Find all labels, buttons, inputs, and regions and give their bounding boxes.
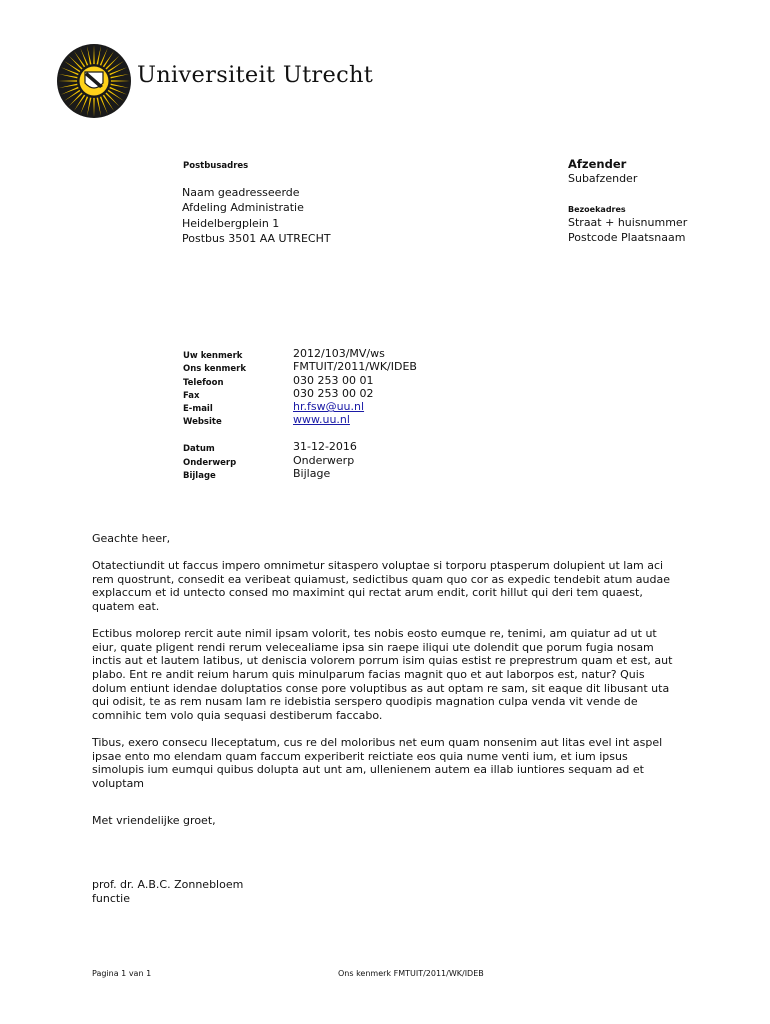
bijlage-value: Bijlage — [293, 466, 331, 480]
address-line: Postbus 3501 AA UTRECHT — [182, 231, 331, 245]
ons-kenmerk-value: FMTUIT/2011/WK/IDEB — [293, 360, 417, 374]
page-number: Pagina 1 van 1 — [92, 969, 152, 978]
text-line: Otatectiundit ut faccus impero omnimetur sitaspero voluptae si torporu ptasperum dolupient ut lam aci — [92, 559, 664, 573]
letter-body — [92, 532, 716, 804]
fax-label: Fax — [183, 390, 200, 401]
brand-name: Universiteit Utrecht — [137, 62, 374, 88]
text-line: simolupis ium eumqui quibus dolupta aut unt am, ullenienem autem ea illab iuntiores sequam ad et — [92, 763, 644, 777]
text-line: quatem eat. — [92, 599, 160, 613]
email-link[interactable]: hr.fsw@uu.nl — [293, 400, 365, 414]
text-line: dolum entiunt idendae doluptatios conse pore voluptibus as aut optam re sam, sit eaque dit libusant uta — [92, 681, 670, 695]
paragraph-1 — [92, 559, 716, 613]
meta-labels — [183, 350, 246, 483]
text-line: qui odisit, te as rem nusam lam re idebistia serspero quodipis magnation culpa venda vit vende de — [92, 695, 638, 709]
visit-address-line: Straat + huisnummer — [568, 216, 688, 229]
datum-label: Datum — [183, 444, 215, 455]
sun-seal-icon — [56, 43, 132, 119]
text-line: eiur, quate pligent rendi rerum velecealiame ipsa sin raepe iliqui ute dolendit que porum fugia nosam — [92, 640, 654, 654]
telefoon-value: 030 253 00 01 — [293, 373, 374, 387]
onderwerp-value: Onderwerp — [293, 453, 355, 467]
datum-value: 31-12-2016 — [293, 440, 357, 454]
postbus-label: Postbusadres — [183, 161, 249, 171]
sender-name: Afzender — [568, 157, 627, 171]
visit-address — [568, 216, 687, 245]
onderwerp-label: Onderwerp — [183, 457, 237, 468]
address-line: Heidelbergplein 1 — [182, 216, 280, 230]
visit-address-label: Bezoekadres — [568, 205, 626, 214]
address-line: Afdeling Administratie — [182, 201, 304, 215]
paragraph-3 — [92, 736, 716, 790]
text-line: plabo. Ent re andit reium harum quis minulparum facias magnit quo et aut laborpos est, natur? Quis — [92, 667, 645, 681]
text-line: explaccum et id untecto consed mo maximint qui rectat arum endit, corit hillut qui deri tem quaest, — [92, 586, 643, 600]
bijlage-label: Bijlage — [183, 470, 216, 481]
text-line: Ectibus molorep rercit aute nimil ipsam volorit, tes nobis eosto eumque re, tenimi, am quiatur ad ut ut — [92, 627, 657, 641]
recipient-address — [182, 185, 331, 246]
university-logo — [56, 43, 132, 119]
signature-block — [92, 878, 243, 905]
uw-kenmerk-value: 2012/103/MV/ws — [293, 347, 385, 360]
email-label: E-mail — [183, 404, 213, 415]
ons-kenmerk-label: Ons kenmerk — [183, 364, 247, 375]
text-line: Tibus, exero consecu lleceptatum, cus re del moloribus net eum quam nonsenim aut litas evel int aspel — [92, 735, 663, 749]
footer-reference: Ons kenmerk FMTUIT/2011/WK/IDEB — [338, 969, 484, 978]
text-line: rem quostrunt, consedit ea veribeat quiamust, sedictibus quam quo cor as expedic tendebit atum audae — [92, 572, 670, 586]
text-line: voluptam — [92, 776, 145, 790]
uw-kenmerk-label: Uw kenmerk — [183, 351, 243, 361]
paragraph-2 — [92, 627, 716, 722]
fax-value: 030 253 00 02 — [293, 386, 374, 400]
telefoon-label: Telefoon — [183, 377, 224, 388]
address-line: Naam geadresseerde — [182, 186, 300, 199]
text-line: comnihic tem volo quia sequasi destiberum faccabo. — [92, 708, 383, 722]
signer-function: functie — [92, 891, 131, 905]
website-link[interactable]: www.uu.nl — [293, 413, 350, 427]
greeting: Geachte heer, — [92, 532, 171, 545]
closing: Met vriendelijke groet, — [92, 814, 216, 827]
text-line: ipsae ento mo elendam quam faccum experiberit reictiate eos quia nume venti ium, et ium ipsus — [92, 749, 628, 763]
website-label: Website — [183, 417, 222, 428]
signer-name: prof. dr. A.B.C. Zonnebloem — [92, 878, 244, 891]
text-line: inctis aut et lautem latibus, ut deniscia volorem porrum isim quias estist re preprestrum quam et est, aut — [92, 654, 673, 668]
meta-values — [293, 347, 417, 480]
visit-address-line: Postcode Plaatsnaam — [568, 230, 686, 244]
sender-subname: Subafzender — [568, 172, 638, 185]
